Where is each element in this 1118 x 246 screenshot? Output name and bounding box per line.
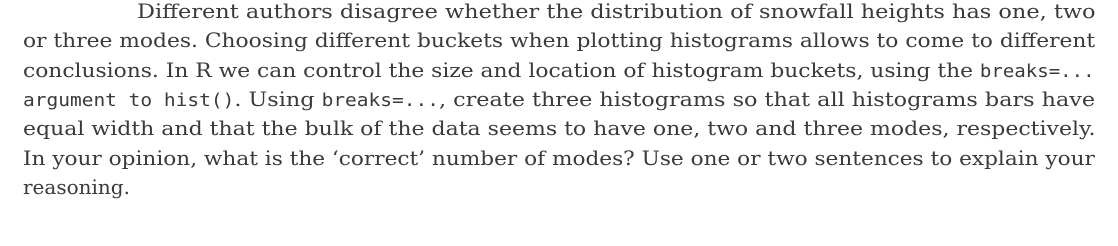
line-3-text: conclusions. In R we can control the size and location of histogram buckets, using the <box>23 58 980 82</box>
paragraph-line-5: equal width and that the bulk of the data seems to have one, two and three modes, respectively. <box>23 116 1096 140</box>
paragraph-line-3 <box>23 57 1095 85</box>
line-4-text-a: . Using <box>234 87 322 111</box>
paragraph-line-4 <box>23 86 1095 114</box>
breaks-code-inline: breaks=... <box>979 62 1095 82</box>
breaks-code-inline-2: breaks=... <box>321 91 439 111</box>
paragraph-line-2: or three modes. Choosing different buckets when plotting histograms allows to come to different <box>23 28 1096 52</box>
line-4-text-b: , create three histograms so that all histograms bars have <box>438 87 1096 111</box>
paragraph-line-7: reasoning. <box>23 175 130 199</box>
hist-code-inline: argument to hist() <box>23 91 235 111</box>
paragraph-line-1: Different authors disagree whether the distribution of snowfall heights has one, two <box>137 0 1096 23</box>
paragraph-line-6: In your opinion, what is the ‘correct’ number of modes? Use one or two sentences to explain your <box>23 146 1095 170</box>
